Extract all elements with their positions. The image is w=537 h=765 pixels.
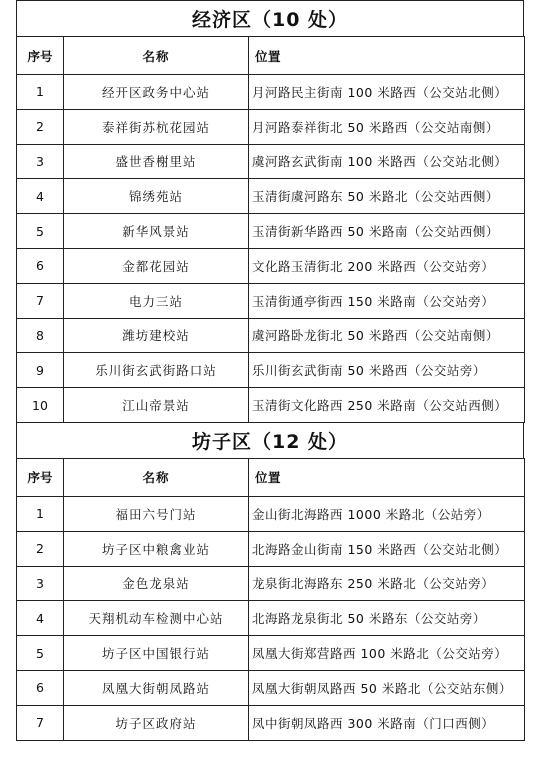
table-row bbox=[17, 388, 525, 423]
station-location: 虞河路玄武街南 100 米路西（公交站北侧） bbox=[249, 144, 525, 179]
row-number: 3 bbox=[17, 144, 64, 179]
station-name: 福田六号门站 bbox=[64, 496, 249, 531]
row-number: 4 bbox=[17, 601, 64, 636]
table-row bbox=[17, 318, 525, 353]
station-name: 经开区政务中心站 bbox=[64, 75, 249, 110]
row-number: 3 bbox=[17, 566, 64, 601]
station-location: 凤凰大街朝凤路西 50 米路北（公交站东侧） bbox=[249, 670, 525, 705]
table-row bbox=[17, 144, 525, 179]
table-row bbox=[17, 179, 525, 214]
row-number: 1 bbox=[17, 496, 64, 531]
table-row bbox=[17, 705, 525, 740]
station-name: 金都花园站 bbox=[64, 248, 249, 283]
row-number: 5 bbox=[17, 636, 64, 671]
row-number: 7 bbox=[17, 705, 64, 740]
station-name: 江山帝景站 bbox=[64, 388, 249, 423]
economic-zone-table bbox=[16, 36, 525, 423]
row-number: 4 bbox=[17, 179, 64, 214]
station-name: 锦绣苑站 bbox=[64, 179, 249, 214]
table-row bbox=[17, 566, 525, 601]
table-row bbox=[17, 496, 525, 531]
table-row bbox=[17, 248, 525, 283]
table-row bbox=[17, 214, 525, 249]
section-title-fangzi-district: 坊子区（12 处） bbox=[16, 423, 524, 458]
station-location: 乐川街玄武街南 50 米路西（公交站旁） bbox=[249, 353, 525, 388]
row-number: 7 bbox=[17, 283, 64, 318]
station-location: 虞河路卧龙街北 50 米路西（公交站南侧） bbox=[249, 318, 525, 353]
row-number: 5 bbox=[17, 214, 64, 249]
row-number: 6 bbox=[17, 670, 64, 705]
station-location: 玉清街通亭街西 150 米路南（公交站旁） bbox=[249, 283, 525, 318]
row-number: 2 bbox=[17, 109, 64, 144]
station-location: 玉清街文化路西 250 米路南（公交站西侧） bbox=[249, 388, 525, 423]
header-name: 名称 bbox=[64, 37, 249, 75]
station-name: 坊子区政府站 bbox=[64, 705, 249, 740]
station-name: 乐川街玄武街路口站 bbox=[64, 353, 249, 388]
station-location: 文化路玉清街北 200 米路西（公交站旁） bbox=[249, 248, 525, 283]
table-row bbox=[17, 601, 525, 636]
station-location: 凤中街朝凤路西 300 米路南（门口西侧） bbox=[249, 705, 525, 740]
header-number: 序号 bbox=[17, 37, 64, 75]
table-header-row bbox=[17, 458, 525, 496]
station-location: 凤凰大街郑营路西 100 米路北（公交站旁） bbox=[249, 636, 525, 671]
station-name: 天翔机动车检测中心站 bbox=[64, 601, 249, 636]
station-name: 潍坊建校站 bbox=[64, 318, 249, 353]
table-row bbox=[17, 283, 525, 318]
fangzi-district-table bbox=[16, 458, 525, 741]
table-row bbox=[17, 109, 525, 144]
table-row bbox=[17, 670, 525, 705]
row-number: 1 bbox=[17, 75, 64, 110]
station-location: 月河路泰祥街北 50 米路西（公交站南侧） bbox=[249, 109, 525, 144]
station-name: 泰祥街苏杭花园站 bbox=[64, 109, 249, 144]
station-name: 金色龙泉站 bbox=[64, 566, 249, 601]
row-number: 9 bbox=[17, 353, 64, 388]
row-number: 6 bbox=[17, 248, 64, 283]
station-location: 月河路民主街南 100 米路西（公交站北侧） bbox=[249, 75, 525, 110]
table-row bbox=[17, 636, 525, 671]
station-name: 坊子区中粮禽业站 bbox=[64, 531, 249, 566]
row-number: 2 bbox=[17, 531, 64, 566]
header-number: 序号 bbox=[17, 458, 64, 496]
station-name: 新华风景站 bbox=[64, 214, 249, 249]
station-location: 北海路龙泉街北 50 米路东（公交站旁） bbox=[249, 601, 525, 636]
table-header-row bbox=[17, 37, 525, 75]
table-row bbox=[17, 353, 525, 388]
station-location: 龙泉街北海路东 250 米路北（公交站旁） bbox=[249, 566, 525, 601]
station-name: 凤凰大街朝凤路站 bbox=[64, 670, 249, 705]
header-location: 位置 bbox=[249, 458, 525, 496]
section-title-economic-zone: 经济区（10 处） bbox=[16, 0, 524, 36]
header-name: 名称 bbox=[64, 458, 249, 496]
station-location: 北海路金山街南 150 米路西（公交站北侧） bbox=[249, 531, 525, 566]
station-location: 金山街北海路西 1000 米路北（公站旁） bbox=[249, 496, 525, 531]
station-list-document bbox=[16, 0, 524, 741]
row-number: 8 bbox=[17, 318, 64, 353]
row-number: 10 bbox=[17, 388, 64, 423]
station-name: 盛世香榭里站 bbox=[64, 144, 249, 179]
station-name: 电力三站 bbox=[64, 283, 249, 318]
table-row bbox=[17, 75, 525, 110]
station-name: 坊子区中国银行站 bbox=[64, 636, 249, 671]
station-location: 玉清街虞河路东 50 米路北（公交站西侧） bbox=[249, 179, 525, 214]
table-row bbox=[17, 531, 525, 566]
header-location: 位置 bbox=[249, 37, 525, 75]
station-location: 玉清街新华路西 50 米路南（公交站西侧） bbox=[249, 214, 525, 249]
